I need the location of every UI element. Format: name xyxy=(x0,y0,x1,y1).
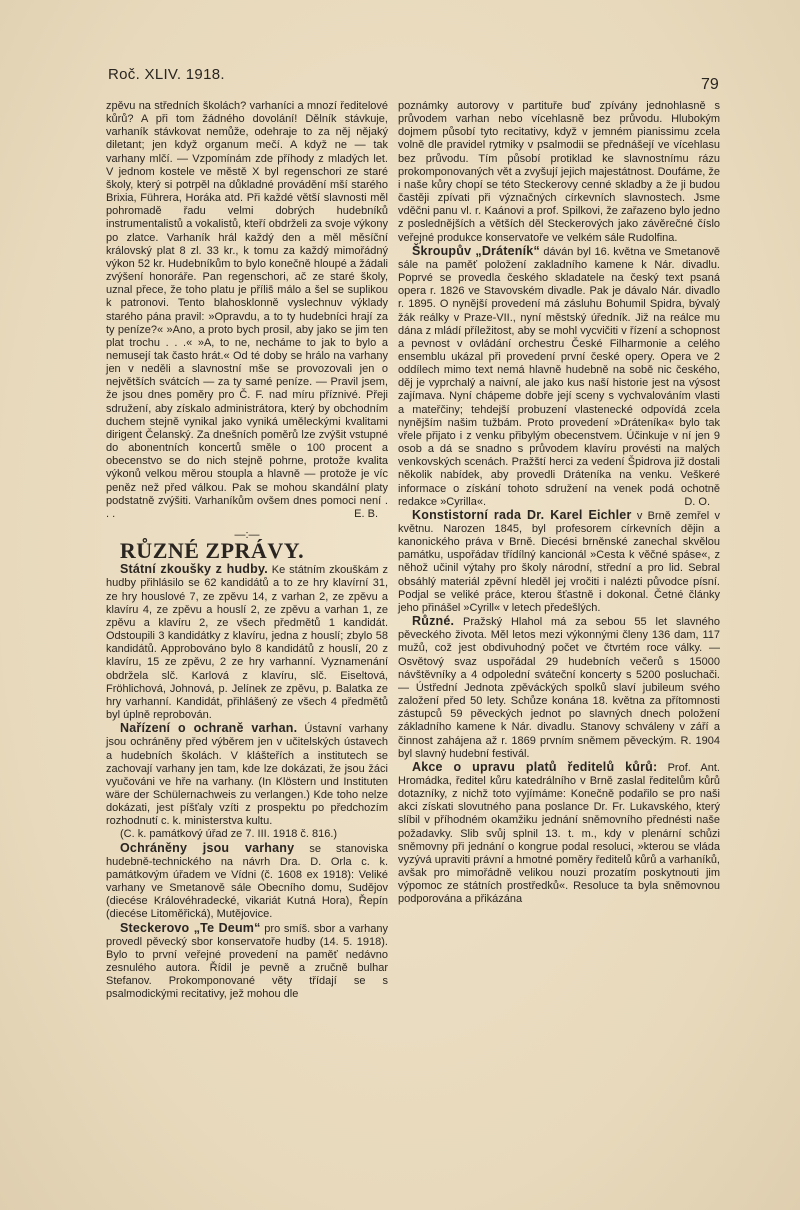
news-heading: Steckerovo „Te Deum“ xyxy=(120,920,261,935)
running-header: Roč. XLIV. 1918. xyxy=(108,66,225,83)
news-heading: Konstistorní rada Dr. Karel Eichler xyxy=(412,507,632,522)
news-text: Pražský Hlahol má za sebou 55 let slavného pěveckého života. Měl letos mezi výkonnými členy 136 dam, 117 mužů, což jest obdivuhodný počet ve čtvrtém roce války. — Osvětový svaz uspořádal 29 hudebních večerů s 15000 návštěvníky a 4 odpolední sváteční koncerty s 5200 posluchači. — Ústřední Jednota zpěváckých spolků slaví jubileum svého založení před 50 lety. Schůze konána 18. května za přítomnosti zástupců 59 pěveckých jednot po slavných dnech položení základního kamene k Nár. divadlu. Stanovy schváleny v září a činnost zahájena až r. 1869 prvním sněmem pěveckým. R. 1904 byl slavný hudební festivál. xyxy=(398,616,720,760)
news-text: Ke státním zkouškám z hudby přihlásilo se 62 kandidátů a to ze hry klavírní 31, ze hry houslové 7, ze zpěvu 14, z varhan 2, ze zpěvu a klavíru 4, ze zpěvu a houslí 2, ze zpěvu a varhan 1, ze zpěvu a klavíru 2, ze všech předmětů 1 kandidát. Odstoupili 3 kandidátky z klavíru, jedna z houslí; zbylo 58 kandidátů. Approbováno bylo 8 kandidátů z houslí, 20 z klavíru, 15 ze zpěvu, 2 ze hry varhanní. Vyznamenání obdržela slč. Karlová z klavíru, slč. Eiseltová, Fröhlichová, Johnová, p. Jelínek ze zpěvu, p. Balatka ze hry varhanní. Kandidát, přihlášený ze všech 4 předmětů byl úplně reprobován. xyxy=(106,564,389,722)
news-text: dáván byl 16. května ve Smetanově sále na paměť položení zakladního kamene k Nár. divadlu. Poprvé se provedla českého skladatele na český text psaná opera r. 1826 ve Stavovském divadle. Pak je dávalo Nár. divadlo r. 1895. O nynější provedení má zásluhu Bohumil Spidra, bývalý žák reálky v Praze-VII., nyní městský úředník. Již na reálce mu dána z mládí příležitost, aby se mohl vycvičiti v řízení a schopnost a pevnost v ovládání orchestru České Filharmonie a celého ensemblu ukázal při provedení první české opery. Opera ve 2 oddílech mimo text nemá hlavně hudebně na sobě nic českého, děj je vyprchalý a naivní, ale jako kus naší historie jest na výsost zajímava. Nyní chápeme dobře její sceny s vychvalováním vlasti a mateřčiny; tehdejší probuzení vlastenecké odpovídá zcela nynějším našim tužbám. Proto provedení »Dráteníka« bylo tak vřele přijato i z venku přibylým obecenstvem. Účinkuje v ní jen 9 osob a dá se snadno s průvodem klavíru provésti na malých venkovských scenách. Pražští herci za vedení Špidrova již dostali několik nabídek, aby provedli Dráteníka na venku. Veškeré informace o získání tohoto sdružení na venek podá ochotně redakce »Cyrilla«. xyxy=(398,245,720,508)
news-heading: Škroupův „Dráteník“ xyxy=(412,243,540,258)
left-column xyxy=(106,100,388,1001)
news-text: se stanoviska hudebně-technického na návrh Dra. D. Orla c. k. památkovým úřadem ve Vídni (č. 1608 ex 1918): Veliké varhany ve Smetanově sále Obecního domu, Sudějov (diecése Královéhradecké, vikariát Kutná Hora), Řepín (diecése Litoměřická), Mutějovice. xyxy=(106,842,388,921)
news-item xyxy=(398,509,720,615)
news-text: Ústavní varhany jsou ochráněny před výběrem jen v učitelských ústavech a hudebních školách. V klášteřích a institutech se zachovají varhany jen tam, kde lze dokázati, že jsou žáci vyučováni ve hře na varhany. (In Klöstern und Instituten wäre der Schülernachweis zu verlangen.) Kde toho nelze dokázati, jest píšťaly vzíti z prospektu po předchozím rozhodnutí c. k. ministerstva kultu. xyxy=(106,723,388,828)
news-heading: Státní zkoušky z hudby. xyxy=(120,562,268,577)
news-text: pro smíš. sbor a varhany provedl pěvecký sbor konservatoře hudby (14. 5. 1918). Bylo to první veřejné provedení na paměť nedávno zesnulého autora. Řídil je pevně a zručně bulhar Stefanov. Prokomponované věty třídají se s psalmodickými recitativy, jež mohou dle xyxy=(106,922,388,1001)
article-continuation: poznámky autorovy v partituře buď zpívány jednohlasně s průvodem varhan nebo vícehlasně bez průvodu. Hlubokým dojmem působí tyto recitativy, když v jemném pianissimu zcela volně dle pravidel rytmiky v psalmodii se přednášejí ve vícehlasu bez průvodu. Tím působí protiklad ke slavnostnímu rázu prokomponovaných vět a zvyšují jejich majestátnost. Doufáme, že i naše kůry chopí se této Steckerovy cenné skladby a že ji budou častěji zpívati při význačných církevních slavnostech. Jsme vděčni panu vl. r. Kaánovi a prof. Spilkovi, že zařazeno bylo jedno z poslednějších a větších děl Steckerových jako závěrečné číslo veřejné produkce konservatoře ve velkém sále Rudolfina. xyxy=(398,100,720,244)
author-signature: E. B. xyxy=(354,507,378,520)
news-item xyxy=(398,615,720,761)
page-number: 79 xyxy=(701,76,719,93)
news-item xyxy=(106,722,388,828)
news-heading: Nařízení o ochraně varhan. xyxy=(120,721,298,736)
news-text: Prof. Ant. Hromádka, ředitel kůru katedrálního v Brně zaslal ředitelům kůrů dotazníky, z nichž toto vyjímáme: Konečně podařilo se pro naši akci získati slovutného pana poslance Dr. Fr. Lukavského, který slíbil v příhodném okamžiku jednání sněmovního přednésti naše požadavky. Slib svůj splnil 13. t. m., kdy v plenární schůzi sněmovny při jednání o kongrue podal resoluci, »kterou se vláda vyzývá upraviti právní a hmotné poměry ředitelů kůrů a varhaníků, avšak pro mimořádně velikou nouzi prozatím poskytnouti jim výpomoc ze státních prostředků«. Resoluce ta byla sněmovnou podporována a přikázána xyxy=(398,761,720,906)
news-text: v Brně zemřel v květnu. Narozen 1845, byl profesorem církevních dějin a kanonického práva v Brně. Diecési brněnské zanechal skvělou památku, uspořádav třídílný kancionál »Cesta k věčné spáse«, z něhož učinil výtahy pro školy národní, střední a pro lid. Sebral obsáhlý materiál zpěvní hleděl jej vročiti i nalézti původce písní. Podjal se veliké práce, kterou šťastně i dokonal. Četné články jeho přinášel »Cyrill« v letech předešlých. xyxy=(398,509,720,614)
continuation-text: zpěvu na středních školách? varhaníci a mnozí ředitelové kůrů? A při tom žádného dovolání! Dělník stávkuje, varhaník stávkovat nemůže, odehraje to za něj nějaký diletant; jen když organum mečí. A když ne — tak varhany mlčí. — Vzpomínám zde příhody z mladých let. V jednom kostele ve městě X byl regenschori ze staré školy, který si potrpěl na důkladné provádění mší starého Brixia, Führera, Horáka atd. Při každé větší slavnosti měl pohromadě řadu velmi dobrých hudebníků instrumentalistů a vokalistů, kteří obdrželi za svoje výkony po zlatce. Varhaník hrál každý den a měl měsíční královský plat 8 zl. 33 kr., k tomu za každý mimořádný výkon 52 kr. Hudebníkům to bylo konečně hloupé a žádali zvýšení honoráře. Pan regenschori, ač ze staré školy, uznal přece, že toho platu je příliš málo a šel se suplikou k patronovi. Tento blahosklonně vyslechnuv výklady starého pána pravil: »Opravdu, a to ty hudebníci hrají za ty peníze?« »Ano, a proto bych prosil, aby jako se jim ten plat trochu . . .« »A, to ne, necháme to jak to bylo a nemusejí tak často hrát.« Od té doby se hrálo na varhany jen v neděli a slavnostní mše se provozovali jen o největších svátcích — za ty samé peníze. — Pravil jsem, že jsou dnes poměry pro Č. F. nad míru příznivé. Přeji sdružení, aby získalo administrátora, který by obchodním duchem stejně vynikal jako vyniká uměleckými kvalitami dirigent Čelanský. Za dnešních poměrů lze zvýšit vstupné do abonentních koncertů směle o 100 procent a obecenstvo se do nich stejně pohrne, protože kvalita výkonů velkou měrou stoupla a hlavně — protože je víc peněz než před válkou. Pak se mohou skandální platy podstatně zvýšiti. Varhaníkům ovšem dnes pomoci není . . . xyxy=(106,100,388,520)
news-item xyxy=(106,842,388,922)
news-item xyxy=(106,922,388,1002)
news-heading: Ochráněny jsou varhany xyxy=(120,840,295,855)
section-separator: —:— xyxy=(234,529,260,541)
section-title: RŮZNÉ ZPRÁVY. xyxy=(119,538,305,564)
news-item xyxy=(398,245,720,509)
news-source: (C. k. památkový úřad ze 7. III. 1918 č. 816.) xyxy=(120,828,338,841)
news-heading: Různé. xyxy=(412,614,455,629)
article-continuation xyxy=(106,100,388,521)
right-column xyxy=(398,100,720,907)
news-item xyxy=(106,563,388,722)
author-signature: D. O. xyxy=(684,495,710,508)
news-heading: Akce o upravu platů ředitelů kůrů: xyxy=(412,759,658,774)
news-item xyxy=(398,761,720,907)
